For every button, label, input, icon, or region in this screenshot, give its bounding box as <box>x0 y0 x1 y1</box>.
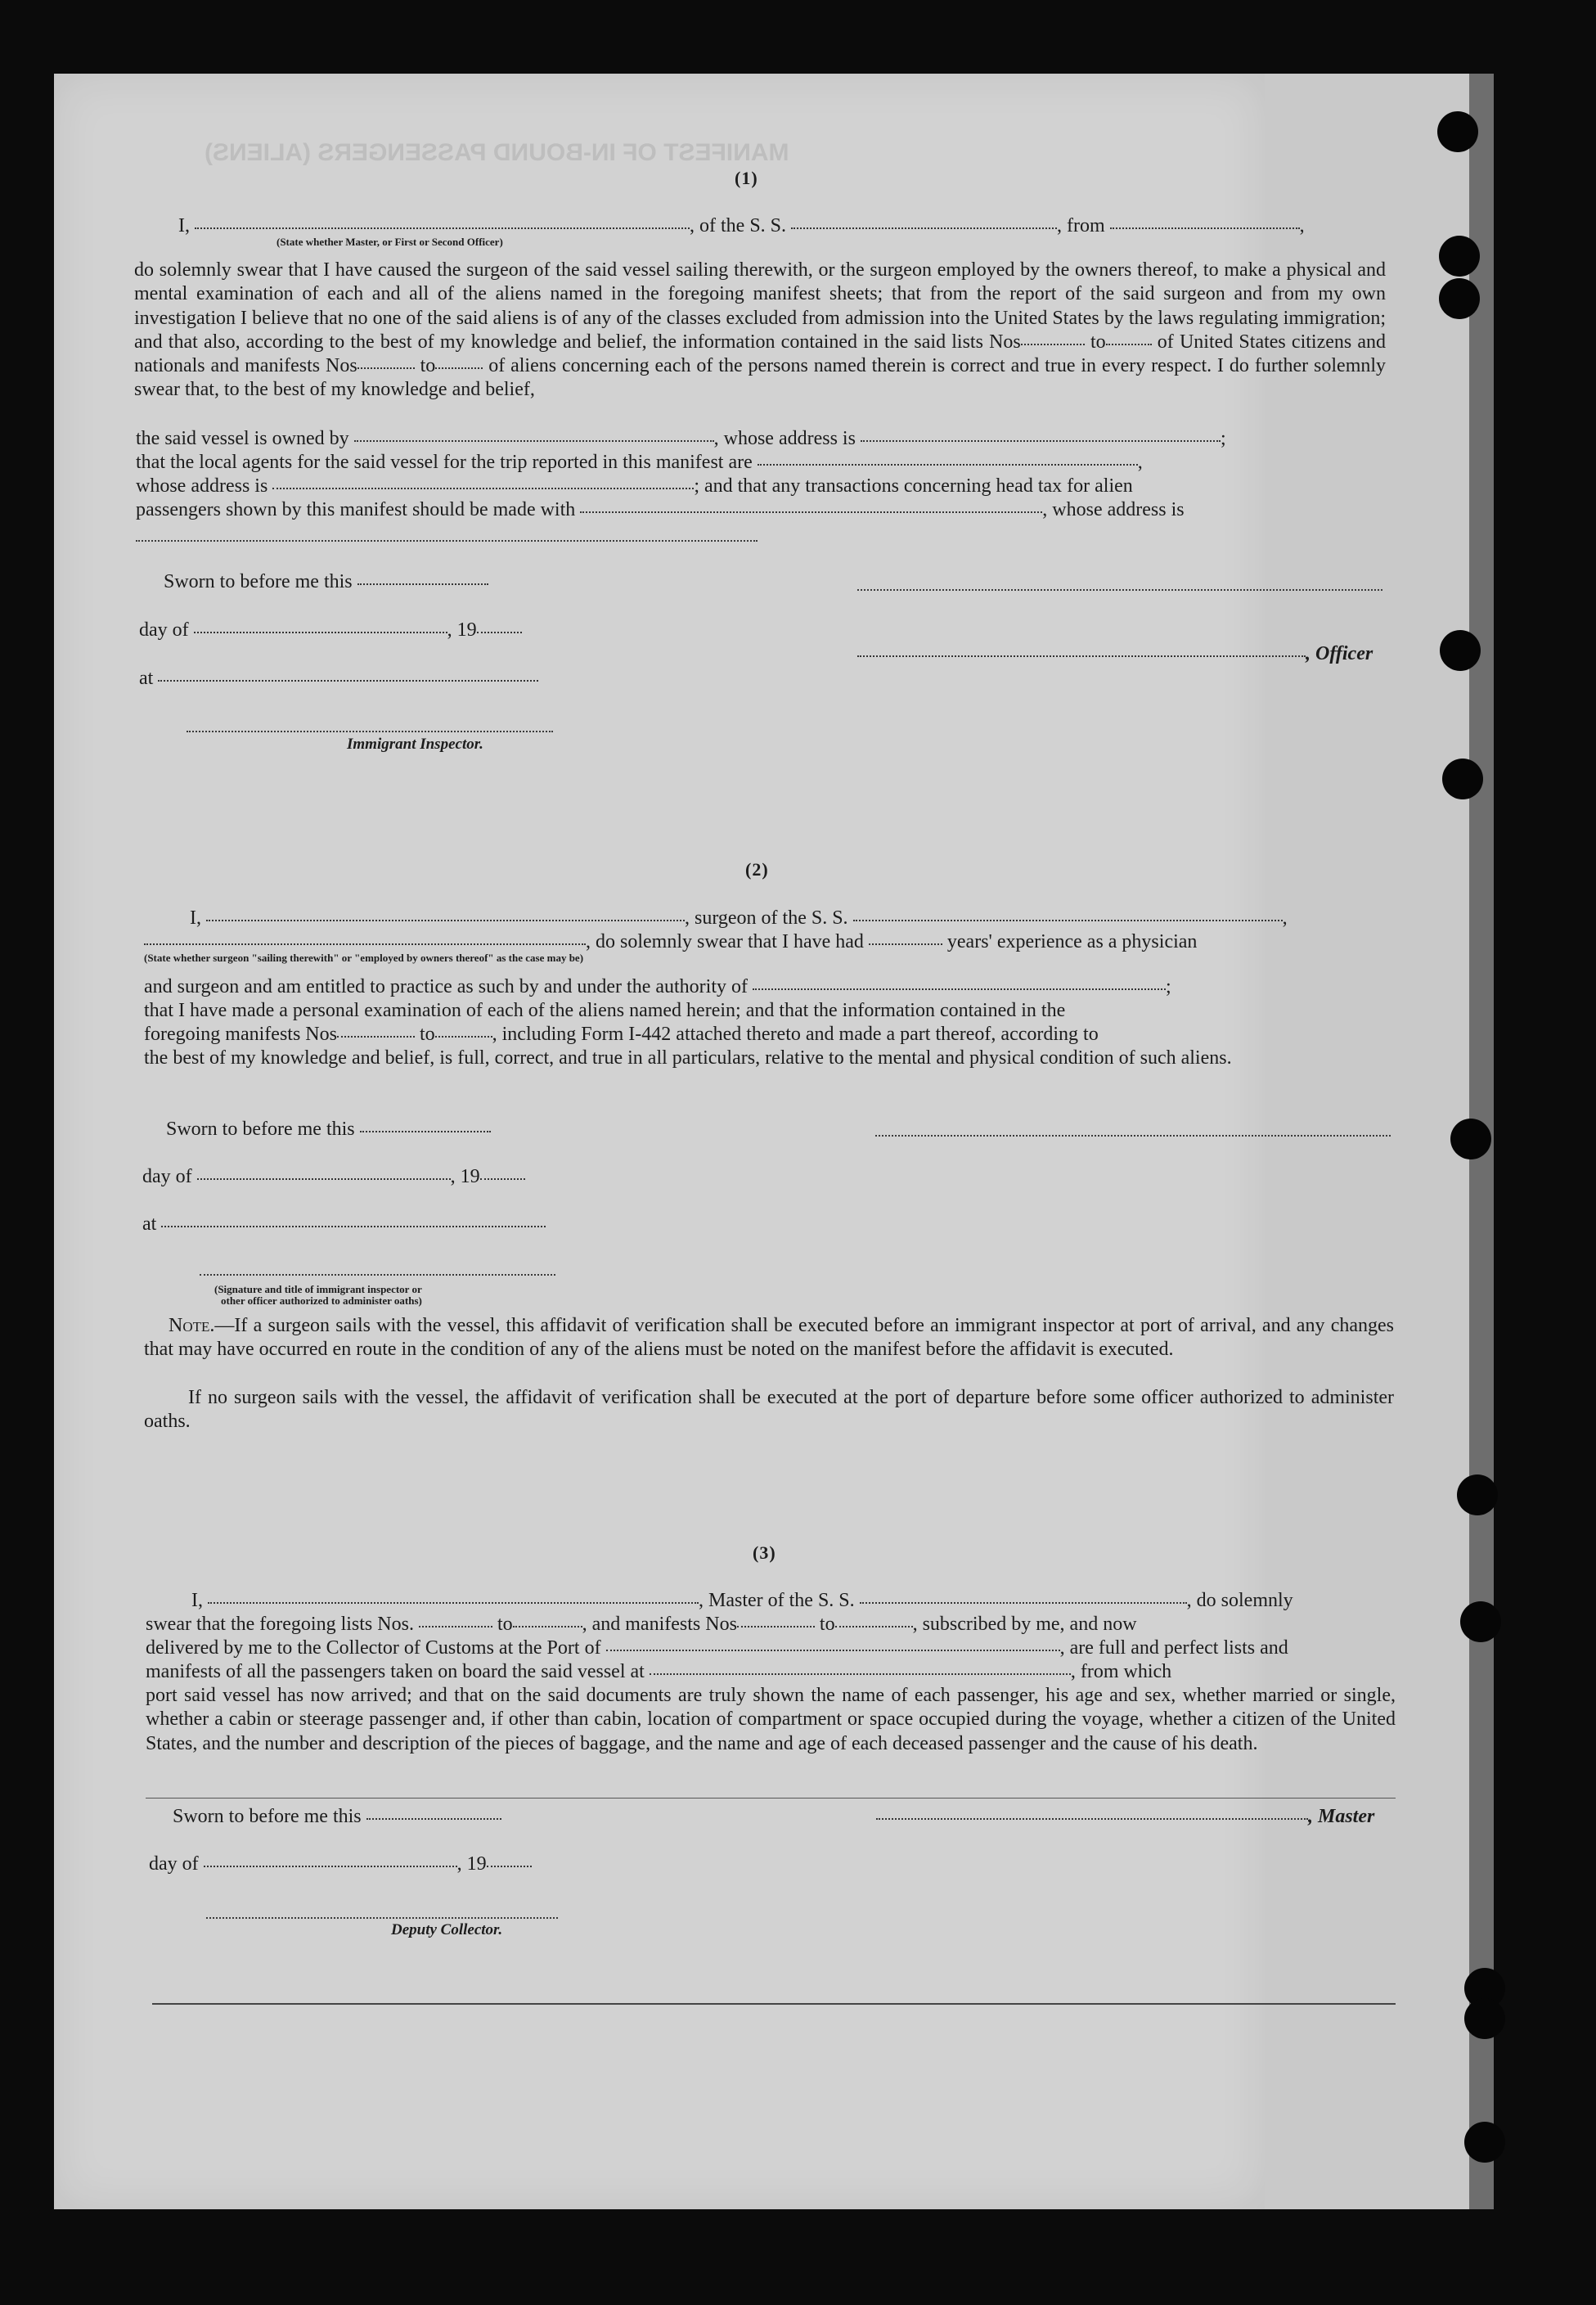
punch-hole <box>1464 2122 1505 2163</box>
section3-line2 <box>146 1613 1137 1636</box>
label-manifests: , and manifests Nos <box>582 1614 737 1635</box>
label-master-ss: , Master of the S. S. <box>699 1590 855 1611</box>
punch-hole <box>1439 278 1480 319</box>
lists-from-field[interactable] <box>1021 344 1085 345</box>
label-day-of: day of <box>139 619 189 641</box>
label-head-tax: ; and that any transactions concerning head tax for alien <box>694 475 1133 497</box>
section3-body: port said vessel has now arrived; and that on the said documents are truly shown the name of each passenger, his age and sex, whether married or single, whether a cabin or steerage passenger and, if other than cabin, location of compartment or space occupied during the voyage, whether a citizen of the United States, and the number and description of the pieces of baggage, and the name and age of each deceased passenger and the cause of his death. <box>146 1685 1396 1754</box>
label-authority: and surgeon and am entitled to practice as such by and under the authority of <box>144 976 748 997</box>
label-including: , including Form I-442 attached thereto and made a part thereof, according to <box>492 1024 1099 1045</box>
master-line <box>876 1805 1374 1829</box>
authority-line <box>144 975 1171 999</box>
bleed-through-title: MANIFEST OF IN-BOUND PASSENGERS (ALIENS) <box>205 139 789 166</box>
punch-hole <box>1460 1601 1501 1642</box>
bottom-rule <box>152 2003 1396 2005</box>
section3-line4 <box>146 1660 1171 1684</box>
owner-field[interactable] <box>354 440 714 442</box>
year-field[interactable] <box>487 1866 532 1867</box>
day-field[interactable] <box>194 632 447 633</box>
label-from: , from <box>1057 215 1105 236</box>
lists-to-field[interactable] <box>1106 344 1152 345</box>
label-delivered: delivered by me to the Collector of Customs at the Port of <box>146 1637 601 1659</box>
note-label: Note. <box>169 1315 215 1336</box>
vessel-name-field[interactable] <box>860 1602 1187 1604</box>
label-whose-address: whose address is <box>136 475 268 497</box>
label-officer: , Officer <box>1306 643 1373 664</box>
manifests-to-field[interactable] <box>435 367 483 369</box>
label-at: at <box>142 1213 157 1235</box>
note-paragraph <box>144 1314 1394 1362</box>
surgeon-signature-field[interactable] <box>875 1135 1391 1137</box>
comma: , <box>1299 215 1305 236</box>
local-agents-line <box>136 451 1143 475</box>
section3-underline <box>146 1798 1396 1799</box>
comma: , <box>1282 907 1288 929</box>
departure-port-field[interactable] <box>1110 227 1300 229</box>
officer-signature-field[interactable] <box>857 589 1382 591</box>
label-local-agents: that the local agents for the said vessel for the trip reported in this manifest are <box>136 452 753 473</box>
officer-title-field[interactable] <box>857 655 1306 657</box>
caption-officer: (State whether Master, or First or Second Officer) <box>276 236 503 248</box>
label-owned-by: the said vessel is owned by <box>136 428 349 449</box>
section2-body-a: that I have made a personal examination of each of the aliens named herein; and that the information contained in the <box>144 1000 1066 1021</box>
sworn-line <box>164 570 488 594</box>
label-day-of: day of <box>142 1166 192 1187</box>
sworn-date-field[interactable] <box>366 1818 501 1820</box>
label-manifests-all: manifests of all the passengers taken on board the said vessel at <box>146 1661 645 1682</box>
owner-address-field[interactable] <box>861 440 1221 442</box>
manifests-from-field[interactable] <box>737 1626 815 1627</box>
inspector-signature-field[interactable] <box>187 731 553 732</box>
body-text: do solemnly swear that I have caused the surgeon of the said vessel sailing therewith, or the surgeon employed by the owners thereof, to make a physical and mental examination of each and all of the aliens named in the foregoing manifest sheets; that from the report of the said surgeon and from my own investigation I believe that no one of the said aliens is of any of the classes excluded from admission into the United States by the laws regulating immigration; and that also, according to the best of my knowledge and belief, the information contained in the said lists Nos <box>134 259 1386 353</box>
day-field[interactable] <box>204 1866 457 1867</box>
label-at: at <box>139 668 154 689</box>
day-line <box>142 1165 525 1189</box>
semicolon: ; <box>1166 976 1171 997</box>
inspector-caption: Immigrant Inspector. <box>347 736 483 753</box>
label-whose-address: , whose address is <box>1042 499 1185 520</box>
year-field[interactable] <box>477 632 522 633</box>
master-signature-field[interactable] <box>876 1818 1308 1820</box>
body-text: to <box>420 355 436 377</box>
label-year: , 19 <box>450 1166 480 1187</box>
head-tax-party-field[interactable] <box>580 511 1042 513</box>
label-from-which: , from which <box>1070 1661 1172 1682</box>
label-whose-address: , whose address is <box>713 428 856 449</box>
label-passengers-shown: passengers shown by this manifest should be made with <box>136 499 576 520</box>
officer-line <box>857 642 1373 666</box>
label-subscribed: , subscribed by me, and now <box>912 1614 1137 1635</box>
label-sworn: Sworn to before me this <box>166 1119 355 1140</box>
label-to: to <box>819 1614 835 1635</box>
agents-address-field[interactable] <box>272 488 694 489</box>
label-full: , are full and perfect lists and <box>1059 1637 1288 1659</box>
at-line <box>142 1213 546 1236</box>
punch-hole <box>1437 111 1478 152</box>
note-paragraph-2 <box>144 1386 1394 1434</box>
punch-hole <box>1440 630 1481 671</box>
agents-field[interactable] <box>758 464 1138 466</box>
at-place-field[interactable] <box>158 680 538 682</box>
collector-signature-field[interactable] <box>206 1917 558 1919</box>
section2-line1 <box>190 907 1288 930</box>
label-i: I, <box>191 1590 203 1611</box>
label-sworn: Sworn to before me this <box>173 1806 362 1827</box>
note-text: If no surgeon sails with the vessel, the affidavit of verification shall be executed at the port of departure before some officer authorized to administer oaths. <box>144 1387 1394 1433</box>
label-surgeon-ss: , surgeon of the S. S. <box>685 907 848 929</box>
sworn-date-field[interactable] <box>357 583 488 585</box>
punch-hole <box>1442 759 1483 799</box>
foregoing-line <box>144 1023 1099 1047</box>
label-years: years' experience as a physician <box>946 931 1198 952</box>
head-tax-address-field[interactable] <box>136 540 758 542</box>
head-tax-line <box>136 498 1185 522</box>
caption-surgeon: (State whether surgeon "sailing therewith" or "employed by owners thereof" as the case may be) <box>144 952 584 964</box>
manifests-from-field[interactable] <box>357 367 415 369</box>
body-text: of aliens concerning each of the persons named therein is correct and true in every respect. I do further solemnly swear that, to the best of my knowledge and belief, <box>134 355 1387 401</box>
label-solemnly: , do solemnly <box>1186 1590 1293 1611</box>
caption-signature-2: other officer authorized to administer oaths) <box>221 1294 422 1307</box>
label-swear: swear that the foregoing lists Nos. <box>146 1614 414 1635</box>
body-text: of United States citizens and nationals and manifests Nos <box>134 331 1387 377</box>
manifests-to-field[interactable] <box>435 1036 492 1038</box>
vessel-name-field[interactable] <box>853 920 1283 921</box>
label-to: to <box>497 1614 513 1635</box>
punch-hole <box>1439 236 1480 277</box>
label-master: , Master <box>1308 1806 1375 1827</box>
boarding-port-field[interactable] <box>650 1673 1071 1675</box>
label-sworn: Sworn to before me this <box>164 571 353 592</box>
vessel-name-field[interactable] <box>791 227 1057 229</box>
at-line <box>139 667 538 691</box>
section-number: (1) <box>735 168 758 188</box>
owned-by-line <box>136 427 1226 451</box>
section1-body <box>134 259 1386 403</box>
agents-address-line <box>136 475 1133 498</box>
sworn-line <box>173 1805 501 1829</box>
authority-field[interactable] <box>753 988 1166 990</box>
section3-line1 <box>191 1589 1293 1613</box>
officer-name-field[interactable] <box>195 227 690 229</box>
label-to: to <box>419 1024 435 1045</box>
day-line <box>139 619 522 642</box>
comma: , <box>1137 452 1143 473</box>
label-of-ss: , of the S. S. <box>690 215 787 236</box>
label-year: , 19 <box>447 619 477 641</box>
section3-line3 <box>146 1636 1288 1660</box>
label-i: I, <box>178 215 190 236</box>
label-i: I, <box>190 907 201 929</box>
lists-from-field[interactable] <box>419 1626 492 1627</box>
day-line <box>149 1853 532 1876</box>
caption-signature-1: (Signature and title of immigrant inspector or <box>214 1283 422 1295</box>
punch-hole <box>1457 1474 1498 1515</box>
label-year: , 19 <box>456 1853 487 1875</box>
semicolon: ; <box>1220 428 1226 449</box>
sworn-date-field[interactable] <box>360 1131 491 1132</box>
section2-body-c: the best of my knowledge and belief, is full, correct, and true in all particulars, relative to the mental and physical condition of such aliens. <box>144 1047 1232 1069</box>
years-field[interactable] <box>869 943 942 945</box>
body-text: to <box>1090 331 1106 353</box>
at-place-field[interactable] <box>161 1226 546 1227</box>
year-field[interactable] <box>480 1178 525 1180</box>
section1-line1 <box>178 214 1305 238</box>
collector-caption: Deputy Collector. <box>391 1921 503 1938</box>
label-swear: , do solemnly swear that I have had <box>586 931 864 952</box>
manifests-from-field[interactable] <box>337 1036 415 1038</box>
label-day-of: day of <box>149 1853 199 1875</box>
section-number: (3) <box>753 1542 776 1563</box>
surgeon-name-field[interactable] <box>206 920 685 921</box>
section2-line2 <box>144 930 1197 954</box>
section-number: (2) <box>745 859 769 880</box>
label-foregoing: foregoing manifests Nos <box>144 1024 337 1045</box>
master-name-field[interactable] <box>208 1602 699 1604</box>
note-text: —If a surgeon sails with the vessel, this affidavit of verification shall be executed before an immigrant inspector at port of arrival, and any changes that may have occurred en route in the condition of any of the aliens must be noted on the manifest before the affidavit is executed. <box>144 1315 1394 1361</box>
sworn-line <box>166 1118 491 1141</box>
punch-hole <box>1450 1119 1491 1159</box>
manifests-to-field[interactable] <box>835 1626 913 1627</box>
day-field[interactable] <box>197 1178 451 1180</box>
port-field[interactable] <box>606 1650 1060 1651</box>
surgeon-status-field[interactable] <box>144 943 586 945</box>
punch-hole <box>1464 1998 1505 2039</box>
authorized-signature-field[interactable] <box>200 1274 555 1276</box>
lists-to-field[interactable] <box>513 1626 582 1627</box>
